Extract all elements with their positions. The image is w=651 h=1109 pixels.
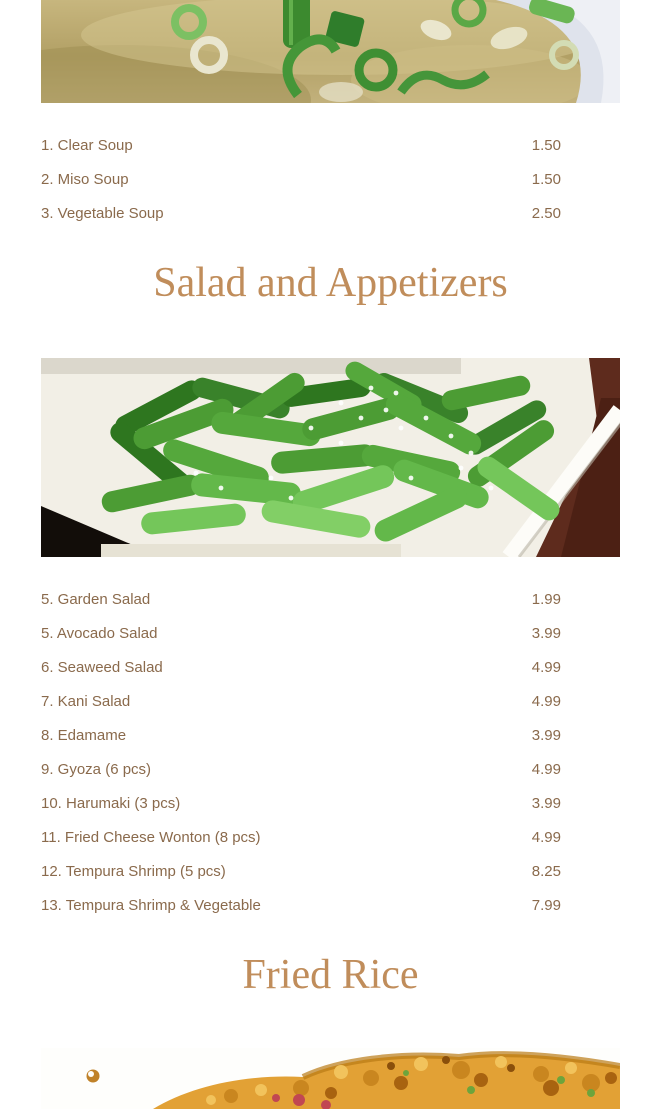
menu-item-row bbox=[41, 820, 620, 854]
item-price: 3.99 bbox=[531, 726, 561, 744]
item-name: 11. Fried Cheese Wonton (8 pcs) bbox=[41, 828, 261, 846]
menu-item-row bbox=[41, 650, 620, 684]
item-price: 7.99 bbox=[531, 896, 561, 914]
item-name: 9. Gyoza (6 pcs) bbox=[41, 760, 152, 778]
menu-item-row bbox=[41, 786, 620, 820]
menu-item-row bbox=[41, 582, 620, 616]
item-price: 4.99 bbox=[531, 658, 561, 676]
item-name: 13. Tempura Shrimp & Vegetable bbox=[41, 896, 261, 914]
item-name: 5. Avocado Salad bbox=[41, 624, 158, 642]
soup-list bbox=[41, 128, 620, 230]
item-price: 3.99 bbox=[531, 794, 561, 812]
menu-item-row bbox=[41, 888, 620, 922]
item-price: 2.50 bbox=[531, 204, 561, 222]
menu-item-row bbox=[41, 196, 620, 230]
item-price: 1.50 bbox=[531, 136, 561, 154]
item-name: 7. Kani Salad bbox=[41, 692, 131, 710]
miso-soup-illustration bbox=[41, 0, 620, 103]
item-name: 2. Miso Soup bbox=[41, 170, 129, 188]
edamame-photo bbox=[41, 358, 620, 557]
item-price: 3.99 bbox=[531, 624, 561, 642]
section-heading-fried-rice: Fried Rice bbox=[242, 952, 419, 998]
item-name: 10. Harumaki (3 pcs) bbox=[41, 794, 181, 812]
salad-appetizer-list bbox=[41, 582, 620, 922]
edamame-illustration bbox=[41, 358, 620, 557]
item-price: 4.99 bbox=[531, 692, 561, 710]
fried-rice-photo bbox=[41, 1048, 620, 1109]
menu-item-row bbox=[41, 128, 620, 162]
item-price: 1.99 bbox=[531, 590, 561, 608]
menu-item-row bbox=[41, 616, 620, 650]
menu-item-row bbox=[41, 718, 620, 752]
menu-content bbox=[41, 0, 620, 1109]
fried-rice-illustration bbox=[41, 1048, 620, 1109]
item-name: 3. Vegetable Soup bbox=[41, 204, 164, 222]
item-price: 1.50 bbox=[531, 170, 561, 188]
item-name: 8. Edamame bbox=[41, 726, 127, 744]
section-heading-salad-appetizers: Salad and Appetizers bbox=[153, 260, 508, 306]
menu-item-row bbox=[41, 684, 620, 718]
item-name: 12. Tempura Shrimp (5 pcs) bbox=[41, 862, 226, 880]
item-name: 6. Seaweed Salad bbox=[41, 658, 163, 676]
menu-item-row bbox=[41, 752, 620, 786]
item-name: 1. Clear Soup bbox=[41, 136, 133, 154]
menu-item-row bbox=[41, 854, 620, 888]
miso-soup-photo bbox=[41, 0, 620, 103]
item-price: 8.25 bbox=[531, 862, 561, 880]
item-name: 5. Garden Salad bbox=[41, 590, 151, 608]
item-price: 4.99 bbox=[531, 828, 561, 846]
item-price: 4.99 bbox=[531, 760, 561, 778]
menu-item-row bbox=[41, 162, 620, 196]
